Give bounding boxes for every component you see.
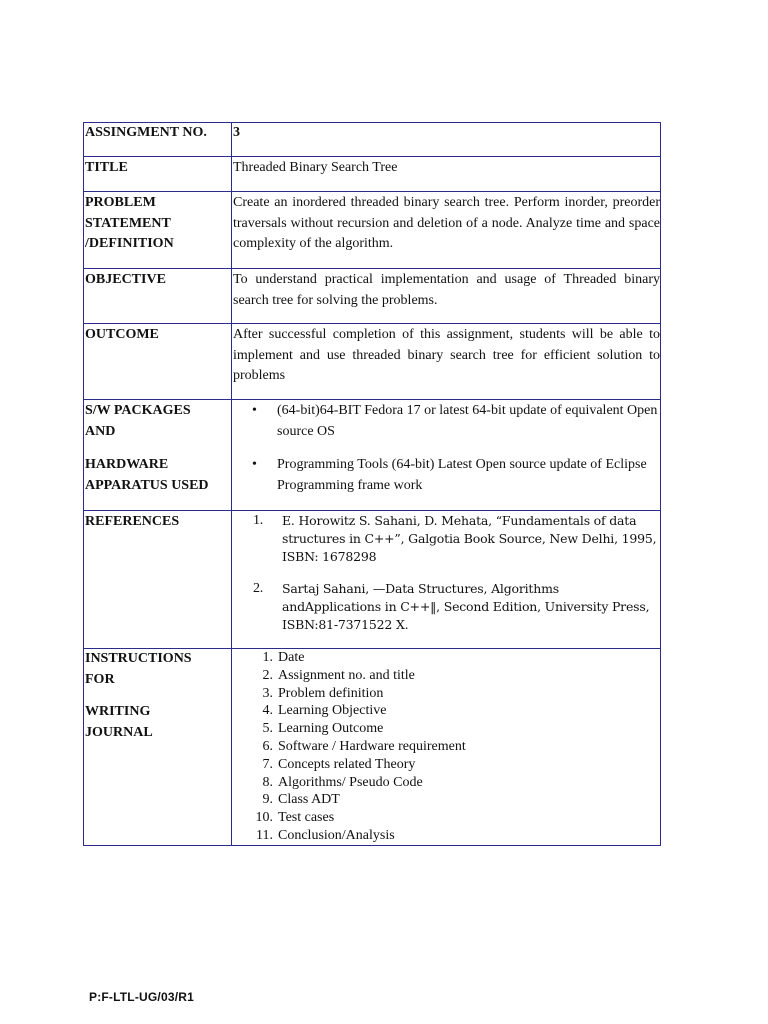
instruction-item: [255, 702, 660, 720]
instructions-label-line-1: INSTRUCTIONS: [85, 651, 192, 666]
instruction-text: Conclusion/Analysis: [278, 827, 395, 843]
row-software-hardware: [84, 400, 661, 511]
row-objective: [84, 269, 661, 324]
instruction-text: Test cases: [278, 810, 335, 826]
outcome-label: OUTCOME: [84, 324, 232, 400]
instruction-item: [255, 738, 660, 756]
instructions-label-line-3: WRITING: [85, 704, 151, 719]
instruction-item: [255, 756, 660, 774]
problem-label-line-3: /DEFINITION: [85, 236, 174, 251]
instruction-number: 3.: [262, 685, 273, 701]
row-instructions: [84, 649, 661, 846]
problem-label: [84, 192, 232, 269]
instruction-text: Class ADT: [278, 792, 340, 808]
software-item: • Programming Tools (64-bit) Latest Open source update of Eclipse Programming frame work: [252, 455, 660, 496]
instruction-item: [255, 827, 660, 845]
assignment-no-label: ASSINGMENT NO.: [84, 123, 232, 157]
assignment-table: [83, 122, 661, 846]
row-title: [84, 157, 661, 192]
instructions-label: [84, 649, 232, 846]
assignment-no-value: [232, 123, 661, 157]
reference-number: 1.: [253, 513, 264, 528]
objective-value: To understand practical implementation and usage of Threaded binary search tree for solving the problems.: [232, 269, 661, 324]
software-label-line-3: HARDWARE: [85, 457, 169, 472]
problem-value: Create an inordered threaded binary search tree. Perform inorder, preorder traversals without recursion and deletion of a node. Analyze time and space complexity of the algorithm.: [232, 192, 661, 269]
assignment-number: 3: [233, 125, 240, 140]
instruction-number: 5.: [262, 721, 273, 737]
label-spacer: [85, 690, 229, 702]
instruction-item: [255, 809, 660, 827]
instruction-item: [255, 685, 660, 703]
reference-text: Sartaj Sahani, —Data Structures, Algorithms andApplications in C++‖, Second Edition, University Press, ISBN:81-7371522 X.: [282, 581, 650, 632]
reference-item: [253, 512, 660, 566]
references-value: [232, 511, 661, 649]
instruction-item: [255, 774, 660, 792]
instruction-number: 4.: [262, 703, 273, 719]
row-outcome: [84, 324, 661, 400]
reference-item: [253, 580, 660, 634]
references-label: REFERENCES: [84, 511, 232, 649]
instruction-text: Learning Objective: [278, 703, 387, 719]
title-label: TITLE: [84, 157, 232, 192]
instructions-label-line-4: JOURNAL: [85, 724, 153, 740]
row-problem-statement: [84, 192, 661, 269]
instructions-list: [233, 649, 660, 845]
instruction-text: Problem definition: [278, 685, 384, 701]
document-code-footer: P:F-LTL-UG/03/R1: [89, 990, 194, 1004]
instruction-number: 6.: [262, 738, 273, 754]
row-assignment-no: [84, 123, 661, 157]
problem-label-line-1: PROBLEM: [85, 195, 156, 210]
instruction-number: 7.: [262, 756, 273, 772]
instruction-text: Algorithms/ Pseudo Code: [278, 774, 423, 790]
instruction-number: 1.: [262, 650, 273, 665]
instructions-value: [232, 649, 661, 846]
instructions-label-line-2: FOR: [85, 671, 115, 687]
instruction-text: Assignment no. and title: [278, 667, 415, 683]
instruction-number: 2.: [262, 667, 273, 683]
software-list: [233, 401, 660, 496]
instruction-text: Date: [278, 650, 305, 665]
software-label-line-4: APPARATUS USED: [85, 477, 209, 493]
instruction-text: Software / Hardware requirement: [278, 738, 466, 754]
instruction-text: Learning Outcome: [278, 721, 384, 737]
objective-label: OBJECTIVE: [84, 269, 232, 324]
instruction-text: Concepts related Theory: [278, 756, 416, 772]
software-item: • (64-bit)64-BIT Fedora 17 or latest 64-bit update of equivalent Open source OS: [252, 401, 660, 442]
row-references: [84, 511, 661, 649]
software-value: [232, 400, 661, 511]
instruction-number: 9.: [262, 792, 273, 808]
software-label-line-1: S/W PACKAGES: [85, 403, 191, 418]
software-label: [84, 400, 232, 511]
instruction-item: [255, 649, 660, 667]
instruction-item: [255, 791, 660, 809]
instruction-number: 11.: [256, 827, 273, 843]
instruction-number: 10.: [255, 810, 273, 826]
reference-number: 2.: [253, 581, 264, 596]
label-spacer: [85, 442, 229, 455]
instruction-item: [255, 667, 660, 685]
instruction-number: 8.: [262, 774, 273, 790]
problem-label-line-2: STATEMENT: [85, 215, 171, 231]
outcome-value: After successful completion of this assignment, students will be able to implement and use threaded binary search tree for efficient solution to problems: [232, 324, 661, 400]
instruction-item: [255, 720, 660, 738]
title-value: Threaded Binary Search Tree: [232, 157, 661, 192]
references-list: [233, 512, 660, 634]
reference-text: E. Horowitz S. Sahani, D. Mehata, “Fundamentals of data structures in C++”, Galgotia Book Source, New Delhi, 1995, ISBN: 1678298: [282, 513, 657, 564]
software-label-line-2: AND: [85, 423, 116, 439]
